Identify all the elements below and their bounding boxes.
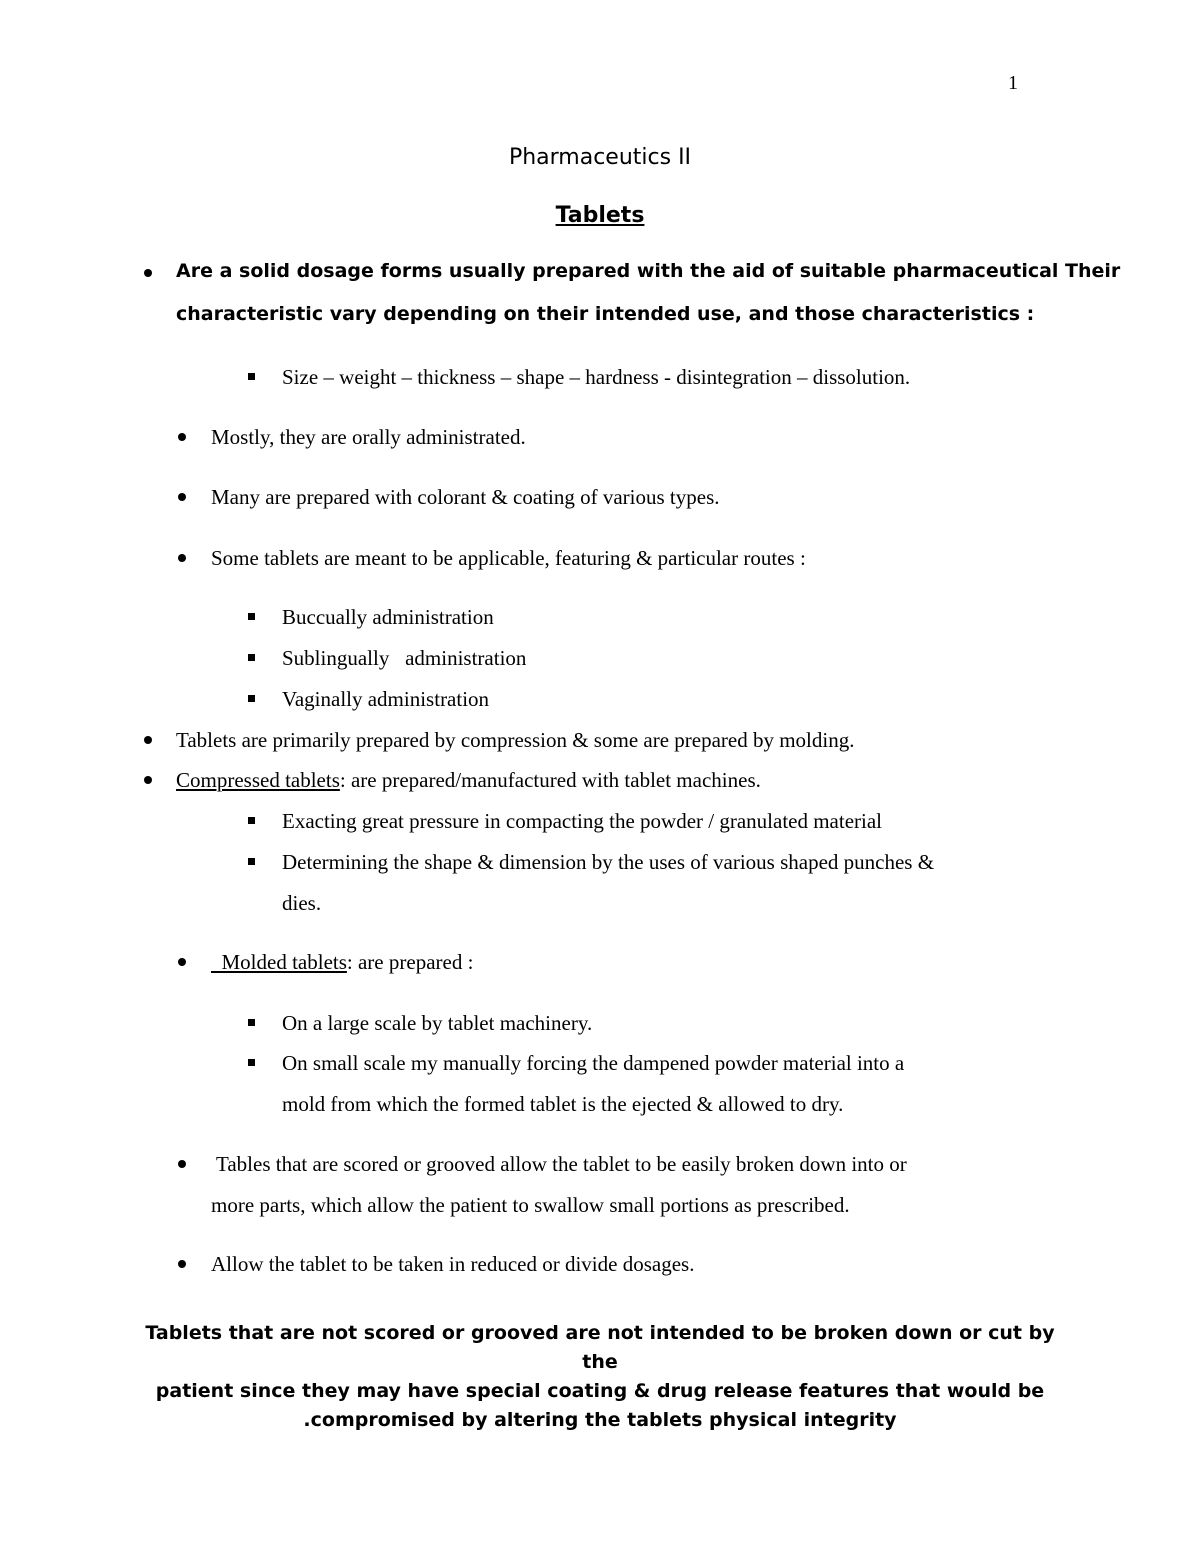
molded-heading bbox=[211, 950, 473, 975]
molded-term: Molded tablets bbox=[221, 950, 347, 974]
compressed-description: : are prepared/manufactured with tablet machines. bbox=[339, 768, 761, 792]
bullet-colorant: Many are prepared with colorant & coating of various types. bbox=[211, 485, 720, 509]
closing-line: Tablets that are not scored or grooved are not intended to be broken down or cut by the bbox=[145, 1322, 1055, 1373]
bullet-icon bbox=[178, 493, 186, 501]
square-bullet-icon bbox=[248, 1059, 255, 1066]
bullet-orally: Mostly, they are orally administrated. bbox=[211, 425, 526, 449]
bullet-scored-line-2: more parts, which allow the patient to swallow small portions as prescribed. bbox=[211, 1193, 850, 1217]
bullet-icon bbox=[178, 433, 186, 441]
compressed-point: Exacting great pressure in compacting the powder / granulated material bbox=[282, 809, 883, 833]
closing-paragraph bbox=[140, 1319, 1060, 1435]
bullet-icon bbox=[144, 776, 152, 784]
compressed-point-continued: dies. bbox=[282, 891, 322, 915]
molded-description: : are prepared : bbox=[346, 950, 474, 974]
document-subtitle: Tablets bbox=[555, 203, 645, 228]
characteristics-list: Size – weight – thickness – shape – hardness - disintegration – dissolution. bbox=[282, 365, 911, 389]
closing-line: .compromised by altering the tablets physical integrity bbox=[303, 1409, 897, 1431]
route-item: Buccually administration bbox=[282, 605, 494, 629]
intro-line-1: Are a solid dosage forms usually prepared with the aid of suitable pharmaceutical Their bbox=[176, 260, 1121, 282]
compressed-term: Compressed tablets bbox=[176, 768, 340, 792]
square-bullet-icon bbox=[248, 373, 255, 380]
route-item: Sublingually administration bbox=[282, 646, 527, 670]
bullet-icon bbox=[178, 958, 186, 966]
square-bullet-icon bbox=[248, 817, 255, 824]
compressed-heading bbox=[176, 768, 761, 793]
bullet-icon bbox=[178, 1260, 186, 1268]
square-bullet-icon bbox=[248, 1019, 255, 1026]
bullet-compression: Tablets are primarily prepared by compression & some are prepared by molding. bbox=[176, 728, 855, 752]
intro-line-2: characteristic vary depending on their intended use, and those characteristics : bbox=[176, 303, 1035, 325]
molded-point: On a large scale by tablet machinery. bbox=[282, 1011, 593, 1035]
route-item: Vaginally administration bbox=[282, 687, 490, 711]
square-bullet-icon bbox=[248, 695, 255, 702]
bullet-scored-line-1: Tables that are scored or grooved allow the tablet to be easily broken down into or bbox=[216, 1152, 907, 1176]
bullet-icon bbox=[178, 554, 186, 562]
bullet-reduced: Allow the tablet to be taken in reduced or divide dosages. bbox=[211, 1252, 695, 1276]
square-bullet-icon bbox=[248, 613, 255, 620]
compressed-point: Determining the shape & dimension by the uses of various shaped punches & bbox=[282, 850, 935, 874]
page-number: 1 bbox=[1008, 72, 1018, 94]
bullet-icon bbox=[144, 736, 152, 744]
bullet-icon bbox=[144, 269, 152, 277]
molded-point: On small scale my manually forcing the dampened powder material into a bbox=[282, 1051, 905, 1075]
square-bullet-icon bbox=[248, 654, 255, 661]
molded-point-continued: mold from which the formed tablet is the ejected & allowed to dry. bbox=[282, 1092, 844, 1116]
closing-line: patient since they may have special coating & drug release features that would be bbox=[155, 1380, 1045, 1402]
bullet-routes: Some tablets are meant to be applicable, featuring & particular routes : bbox=[211, 546, 806, 570]
document-title: Pharmaceutics II bbox=[508, 145, 692, 170]
bullet-icon bbox=[178, 1160, 186, 1168]
square-bullet-icon bbox=[248, 858, 255, 865]
